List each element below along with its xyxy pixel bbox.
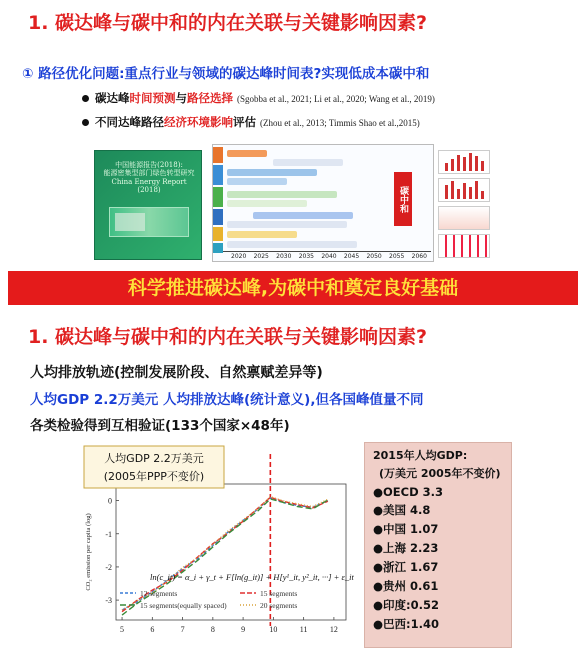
model-formula: ln(c_it) = α_i + γ_t + F[ln(g_it)] + H[y¹_it, y²_it, ···] + ε_it (150, 572, 354, 582)
roadmap-sector-bar (213, 243, 223, 253)
legend-label: 12 segments (140, 589, 178, 598)
y-tick-label: -2 (105, 562, 112, 572)
validation-line: 各类检验得到互相验证(133个国家×48年) (30, 418, 290, 434)
roadmap-timeline-bar (227, 169, 317, 176)
roadmap-sector-bar (213, 187, 223, 207)
roadmap-sector-bar (213, 227, 223, 241)
gdp-annotation-line1: 人均GDP 2.2万美元 (104, 452, 204, 465)
x-tick-label: 10 (269, 625, 278, 634)
bullet2-red1: 经济环境影响 (164, 115, 233, 129)
bullet1-red2: 路径选择 (187, 91, 233, 105)
gdp-item: ●印度:0.52 (373, 598, 440, 612)
x-tick-label: 8 (210, 625, 215, 634)
plot-frame (116, 484, 346, 620)
gdp-annotation-line2: (2005年PPP不变价) (103, 470, 205, 483)
bullet1-red1: 时间预测 (129, 91, 176, 105)
bullet1-mid: 与 (175, 91, 187, 105)
slide1-banner (8, 271, 578, 305)
roadmap-time-axis: 2020 2025 2030 2035 2040 2045 2050 2055 2060 (223, 251, 431, 261)
gdp-item: ●贵州 0.61 (373, 579, 439, 593)
thumbnail-chart (438, 178, 490, 202)
roadmap-timeline-bar (253, 212, 353, 219)
x-tick-label: 9 (241, 625, 246, 634)
y-tick-label: 0 (108, 496, 112, 506)
book-title: 中国能源报告(2018): 能源密集型部门绿色转型研究 China Energy Report (2018) (103, 161, 195, 195)
legend-label: 15 segments(equally spaced) (140, 601, 227, 610)
thumbnail-chart (438, 206, 490, 230)
gdp-item: ●上海 2.23 (373, 541, 439, 555)
bullet1-pre: 碳达峰 (95, 91, 130, 105)
gdp-box-subtitle: (万美元 2005年不变价) (379, 467, 501, 480)
bullet-dot-icon (82, 95, 89, 102)
gdp-item: ●浙江 1.67 (373, 560, 439, 574)
roadmap-timeline-bar (227, 178, 287, 185)
y-tick-label: -1 (105, 529, 112, 539)
y-tick-label: -3 (105, 596, 112, 606)
slide2-title: 1. 碳达峰与碳中和的内在关联与关键影响因素? (28, 326, 428, 348)
emission-trajectory-line: 人均排放轨迹(控制发展阶段、自然禀赋差异等) (30, 365, 323, 381)
carbon-neutral-label: 碳中和 (394, 172, 412, 226)
roadmap-sector-bar (213, 209, 223, 225)
roadmap-timeline-bar (227, 231, 297, 238)
bullet2-post: 评估 (233, 115, 256, 129)
gdp-peak-line: 人均GDP 2.2万美元 人均排放达峰(统计意义),但各国峰值量不同 (30, 392, 424, 408)
gdp-item: ●美国 4.8 (373, 503, 431, 517)
y-axis-label: CO₂ emission per capita (log) (85, 513, 92, 591)
bullet-peak-prediction (82, 90, 435, 106)
thumbnail-chart (438, 150, 490, 174)
roadmap-timeline-bar (227, 200, 307, 207)
x-tick-label: 7 (180, 625, 185, 634)
energy-report-book-cover (94, 150, 202, 260)
book-cover-image-inset (115, 213, 145, 231)
thumbnail-chart (438, 234, 490, 258)
x-tick-label: 11 (299, 625, 308, 634)
legend-label: 20 segments (260, 601, 298, 610)
emission-gdp-chart (80, 440, 356, 650)
x-tick-label: 12 (329, 625, 338, 634)
roadmap-timeline-bar (227, 221, 347, 228)
result-chart-thumbnails (438, 150, 490, 258)
bullet-path-evaluation (82, 114, 420, 130)
gdp-item: ●巴西:1.40 (373, 617, 440, 631)
roadmap-timeline-bar (227, 241, 357, 248)
slide1-subhead: ① 路径优化问题:重点行业与领域的碳达峰时间表?实现低成本碳中和 (22, 66, 430, 82)
gdp-item: ●中国 1.07 (373, 522, 439, 536)
roadmap-timeline-bar (273, 159, 343, 166)
gdp-item: ●OECD 3.3 (373, 485, 444, 499)
bullet-dot-icon (82, 119, 89, 126)
roadmap-sector-bar (213, 165, 223, 185)
bullet2-pre: 不同达峰路径 (95, 115, 164, 129)
x-tick-label: 6 (150, 625, 155, 634)
roadmap-timeline-bar (227, 150, 267, 157)
roadmap-sector-bar (213, 147, 223, 163)
gdp-box-title: 2015年人均GDP: (373, 449, 468, 462)
roadmap-timeline-bar (227, 191, 337, 198)
x-tick-label: 5 (120, 625, 125, 634)
banner-text: 科学推进碳达峰,为碳中和奠定良好基础 (127, 277, 459, 299)
bullet2-reference: (Zhou et al., 2013; Timmis Shao et al.,2015) (260, 118, 420, 128)
legend-label: 15 segments (260, 589, 298, 598)
gdp-2015-box (364, 442, 512, 648)
slide1-title: 1. 碳达峰与碳中和的内在关联与关键影响因素? (28, 12, 428, 34)
bullet1-reference: (Sgobba et al., 2021; Li et al., 2020; Wang et al., 2019) (237, 94, 435, 104)
